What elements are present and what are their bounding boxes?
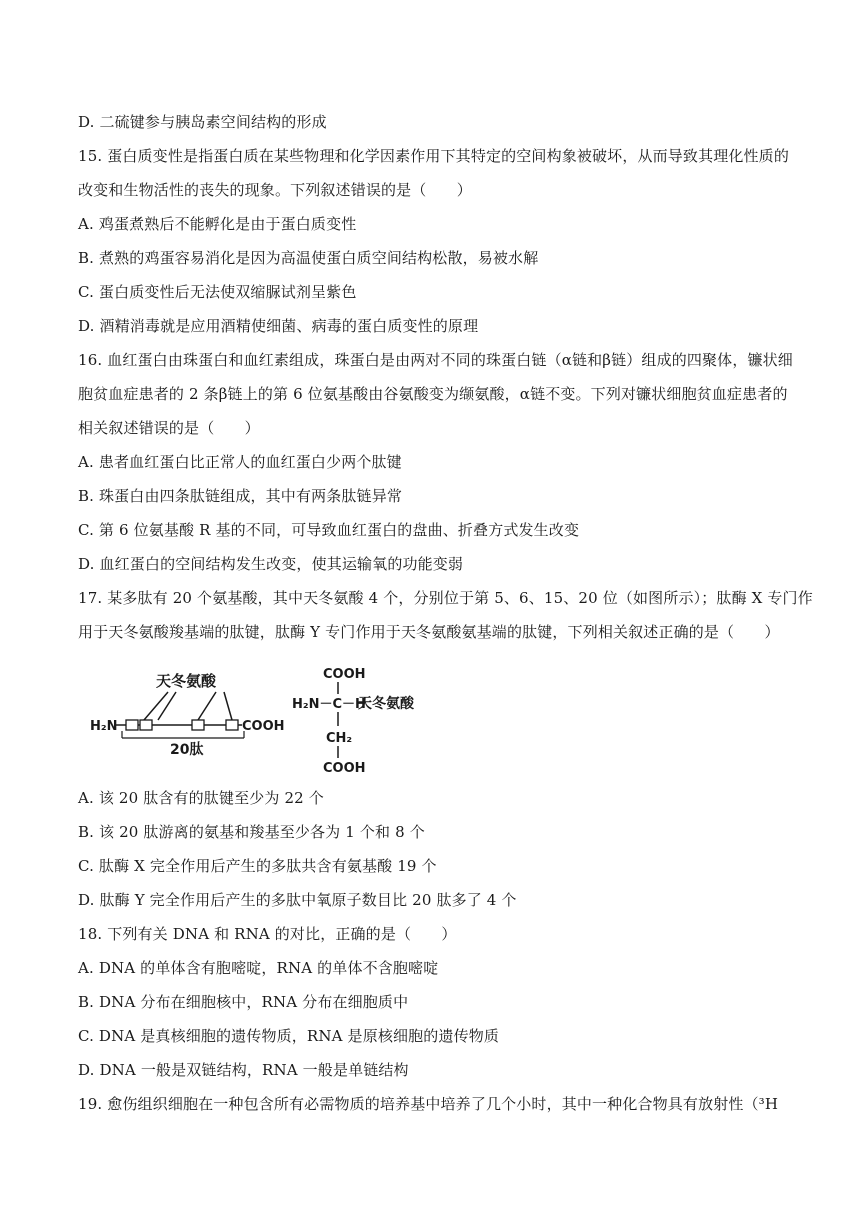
q18-option-c: C. DNA 是真核细胞的遗传物质，RNA 是原核细胞的遗传物质 (78, 1027, 500, 1045)
pointer-line-4 (224, 692, 232, 720)
residue-6-box (140, 720, 152, 730)
peptide-figure (86, 660, 426, 778)
q17-option-d: D. 肽酶 Y 完全作用后产生的多肽中氧原子数目比 20 肽多了 4 个 (78, 891, 517, 909)
q15-stem-line-2: 改变和生物活性的丧失的现象。下列叙述错误的是（ ） (78, 181, 472, 199)
peptide-length-label: 20肽 (170, 742, 204, 758)
peptide-diagram (86, 660, 426, 778)
n-terminus-label: H₂N (90, 719, 118, 734)
residue-15-box (192, 720, 204, 730)
asp-label: 天冬氨酸 (156, 672, 217, 690)
q16-option-d: D. 血红蛋白的空间结构发生改变，使其运输氧的功能变弱 (78, 555, 464, 573)
pointer-line-2 (158, 692, 176, 720)
q17-option-a: A. 该 20 肽含有的肽键至少为 22 个 (78, 789, 324, 807)
q15-option-a: A. 鸡蛋煮熟后不能孵化是由于蛋白质变性 (78, 215, 357, 233)
q19-stem-line-1: 19. 愈伤组织细胞在一种包含所有必需物质的培养基中培养了几个小时，其中一种化合物具有放射性（³H (78, 1095, 779, 1113)
q18-option-d: D. DNA 一般是双链结构，RNA 一般是单链结构 (78, 1061, 409, 1079)
pointer-line-3 (198, 692, 216, 720)
q15-option-c: C. 蛋白质变性后无法使双缩脲试剂呈紫色 (78, 283, 357, 301)
aspartate-name: 天冬氨酸 (358, 696, 414, 712)
q15-stem-line-1: 15. 蛋白质变性是指蛋白质在某些物理和化学因素作用下其特定的空间构象被破坏，从而导致其理化性质的 (78, 147, 789, 165)
residue-5-box (126, 720, 138, 730)
q17-stem-line-2: 用于天冬氨酸羧基端的肽键，肽酶 Y 专门作用于天冬氨酸氨基端的肽键，下列相关叙述正确的是（ ） (78, 623, 780, 641)
aspartate-ch2: CH₂ (326, 731, 353, 746)
q17-option-c: C. 肽酶 X 完全作用后产生的多肽共含有氨基酸 19 个 (78, 857, 437, 875)
q16-stem-line-3: 相关叙述错误的是（ ） (78, 419, 260, 437)
q16-option-a: A. 患者血红蛋白比正常人的血红蛋白少两个肽键 (78, 453, 402, 471)
q14-option-d: D. 二硫键参与胰岛素空间结构的形成 (78, 113, 327, 131)
q16-option-c: C. 第 6 位氨基酸 R 基的不同，可导致血红蛋白的盘曲、折叠方式发生改变 (78, 521, 580, 539)
q18-option-a: A. DNA 的单体含有胞嘧啶，RNA 的单体不含胞嘧啶 (78, 959, 439, 977)
q16-stem-line-2: 胞贫血症患者的 2 条β链上的第 6 位氨基酸由谷氨酸变为缬氨酸，α链不变。下列对镰状细胞贫血症患者的 (78, 385, 788, 403)
q15-option-b: B. 煮熟的鸡蛋容易消化是因为高温使蛋白质空间结构松散，易被水解 (78, 249, 539, 267)
aspartate-alpha-carbon: H₂N－C－H (292, 697, 366, 712)
q18-stem: 18. 下列有关 DNA 和 RNA 的对比，正确的是（ ） (78, 925, 457, 943)
q18-option-b: B. DNA 分布在细胞核中，RNA 分布在细胞质中 (78, 993, 409, 1011)
q15-option-d: D. 酒精消毒就是应用酒精使细菌、病毒的蛋白质变性的原理 (78, 317, 479, 335)
c-terminus-label: COOH (242, 719, 285, 734)
aspartate-cooh-top: COOH (323, 667, 366, 682)
pointer-line-1 (144, 692, 168, 720)
residue-20-box (226, 720, 238, 730)
q17-stem-line-1: 17. 某多肽有 20 个氨基酸，其中天冬氨酸 4 个，分别位于第 5、6、15、20 位（如图所示）；肽酶 X 专门作 (78, 589, 813, 607)
aspartate-cooh-bottom: COOH (323, 761, 366, 776)
q16-option-b: B. 珠蛋白由四条肽链组成，其中有两条肽链异常 (78, 487, 403, 505)
q16-stem-line-1: 16. 血红蛋白由珠蛋白和血红素组成，珠蛋白是由两对不同的珠蛋白链（α链和β链）组成的四聚体，镰状细 (78, 351, 793, 369)
q17-option-b: B. 该 20 肽游离的氨基和羧基至少各为 1 个和 8 个 (78, 823, 425, 841)
